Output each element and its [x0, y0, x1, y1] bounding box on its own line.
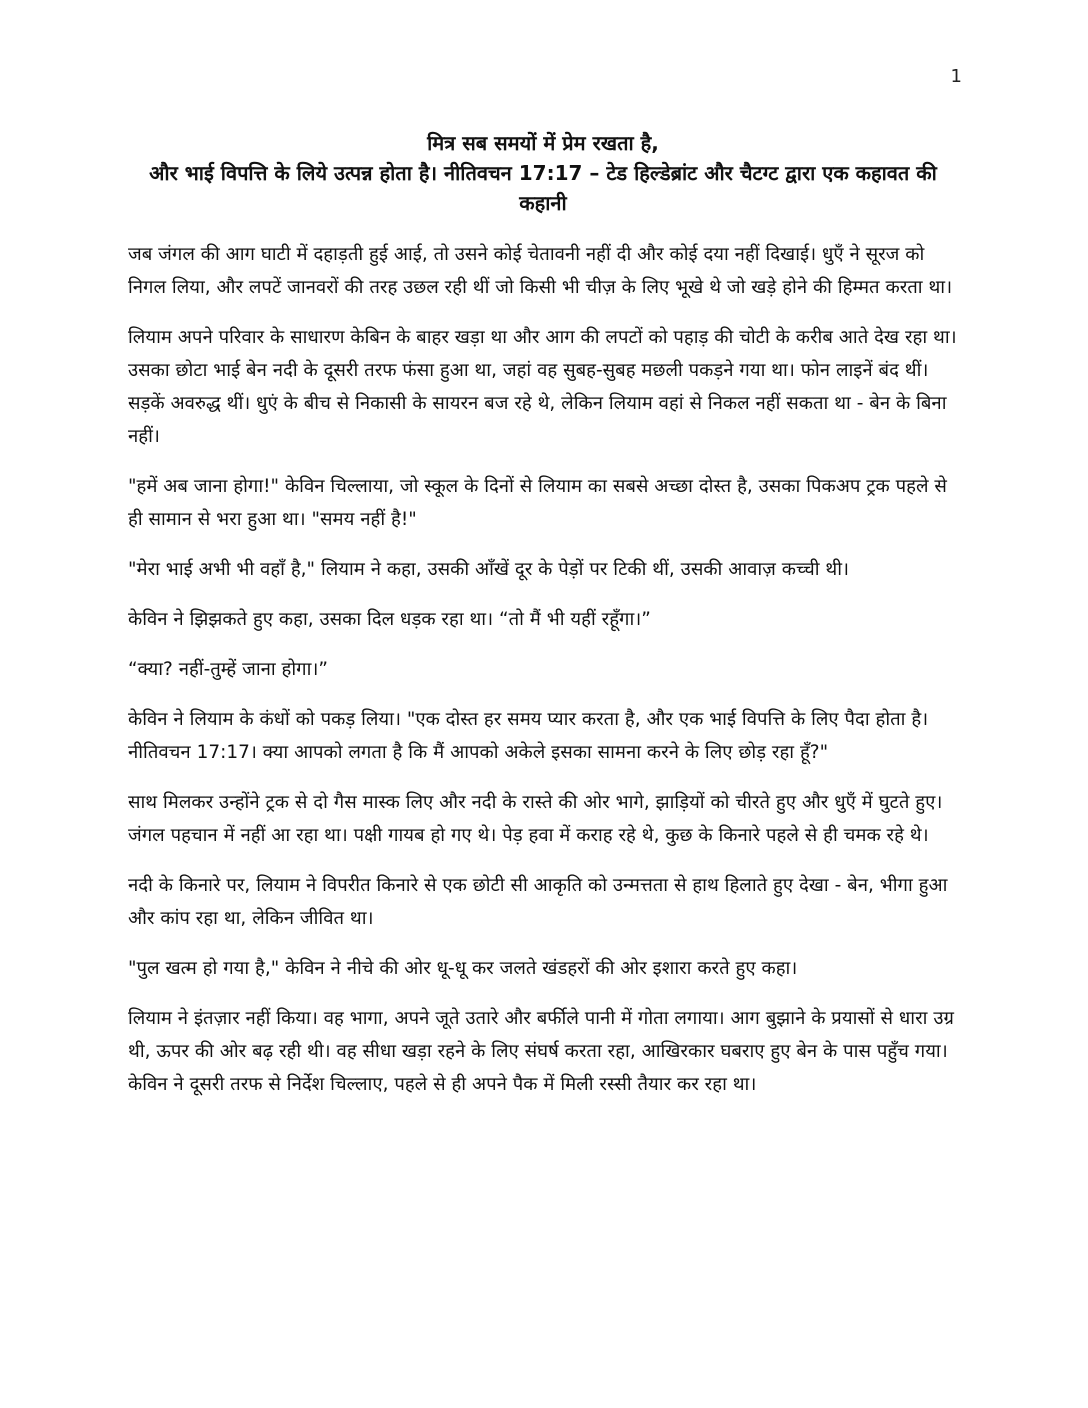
- paragraph: केविन ने लियाम के कंधों को पकड़ लिया। "एक दोस्त हर समय प्यार करता है, और एक भाई विपत्ति के लिए पैदा होता है। नीतिवचन 17:17। क्या आपको लगता है कि मैं आपको अकेले इसका सामना करने के लिए छोड़ रहा हूँ?": [128, 709, 929, 763]
- paragraph: "पुल खत्म हो गया है," केविन ने नीचे की ओर धू-धू कर जलते खंडहरों की ओर इशारा करते हुए कहा।: [128, 958, 798, 979]
- paragraph: लियाम अपने परिवार के साधारण केबिन के बाहर खड़ा था और आग की लपटों को पहाड़ की चोटी के करीब आते देख रहा था। उसका छोटा भाई बेन नदी के दूसरी तरफ फंसा हुआ था, जहां वह सुबह-सुबह मछली पकड़ने गया था। फोन लाइनें बंद थीं। सड़कें अवरुद्ध थीं। धुएं के बीच से निकासी के सायरन बज रहे थे, लेकिन लियाम वहां से निकल नहीं सकता था - बेन के बिना नहीं।: [128, 327, 957, 447]
- paragraph: "हमें अब जाना होगा!" केविन चिल्लाया, जो स्कूल के दिनों से लियाम का सबसे अच्छा दोस्त है, उसका पिकअप ट्रक पहले से ही सामान से भरा हुआ था। "समय नहीं है!": [128, 476, 947, 530]
- paragraph: नदी के किनारे पर, लियाम ने विपरीत किनारे से एक छोटी सी आकृति को उन्मत्तता से हाथ हिलाते हुए देखा - बेन, भीगा हुआ और कांप रहा था, लेकिन जीवित था।: [128, 875, 948, 929]
- page-number: 1: [950, 66, 962, 87]
- title-line-2: और भाई विपत्ति के लिये उत्पन्न होता है। नीतिवचन 17:17 – टेड हिल्डेब्रांट और चैटग्ट द्वारा एक कहावत की कहानी: [149, 161, 937, 215]
- title-line-1: मित्र सब समयों में प्रेम रखता है,: [427, 131, 659, 155]
- page-title: [130, 128, 956, 218]
- story-body: [128, 238, 958, 1118]
- paragraph: “क्या? नहीं-तुम्हें जाना होगा।”: [128, 659, 328, 680]
- paragraph: केविन ने झिझकते हुए कहा, उसका दिल धड़क रहा था। “तो मैं भी यहीं रहूँगा।”: [128, 609, 651, 630]
- paragraph: साथ मिलकर उन्होंने ट्रक से दो गैस मास्क लिए और नदी के रास्ते की ओर भागे, झाड़ियों को चीरते हुए और धुएँ में घुटते हुए। जंगल पहचान में नहीं आ रहा था। पक्षी गायब हो गए थे। पेड़ हवा में कराह रहे थे, कुछ के किनारे पहले से ही चमक रहे थे।: [128, 792, 943, 846]
- paragraph: जब जंगल की आग घाटी में दहाड़ती हुई आई, तो उसने कोई चेतावनी नहीं दी और कोई दया नहीं दिखाई। धुएँ ने सूरज को निगल लिया, और लपटें जानवरों की तरह उछल रही थीं जो किसी भी चीज़ के लिए भूखे थे जो खड़े होने की हिम्मत करता था।: [128, 244, 953, 298]
- paragraph: लियाम ने इंतज़ार नहीं किया। वह भागा, अपने जूते उतारे और बर्फीले पानी में गोता लगाया। आग बुझाने के प्रयासों से धारा उग्र थी, ऊपर की ओर बढ़ रही थी। वह सीधा खड़ा रहने के लिए संघर्ष करता रहा, आखिरकार घबराए हुए बेन के पास पहुँच गया। केविन ने दूसरी तरफ से निर्देश चिल्लाए, पहले से ही अपने पैक में मिली रस्सी तैयार कर रहा था।: [128, 1008, 954, 1095]
- paragraph: "मेरा भाई अभी भी वहाँ है," लियाम ने कहा, उसकी आँखें दूर के पेड़ों पर टिकी थीं, उसकी आवाज़ कच्ची थी।: [128, 559, 850, 580]
